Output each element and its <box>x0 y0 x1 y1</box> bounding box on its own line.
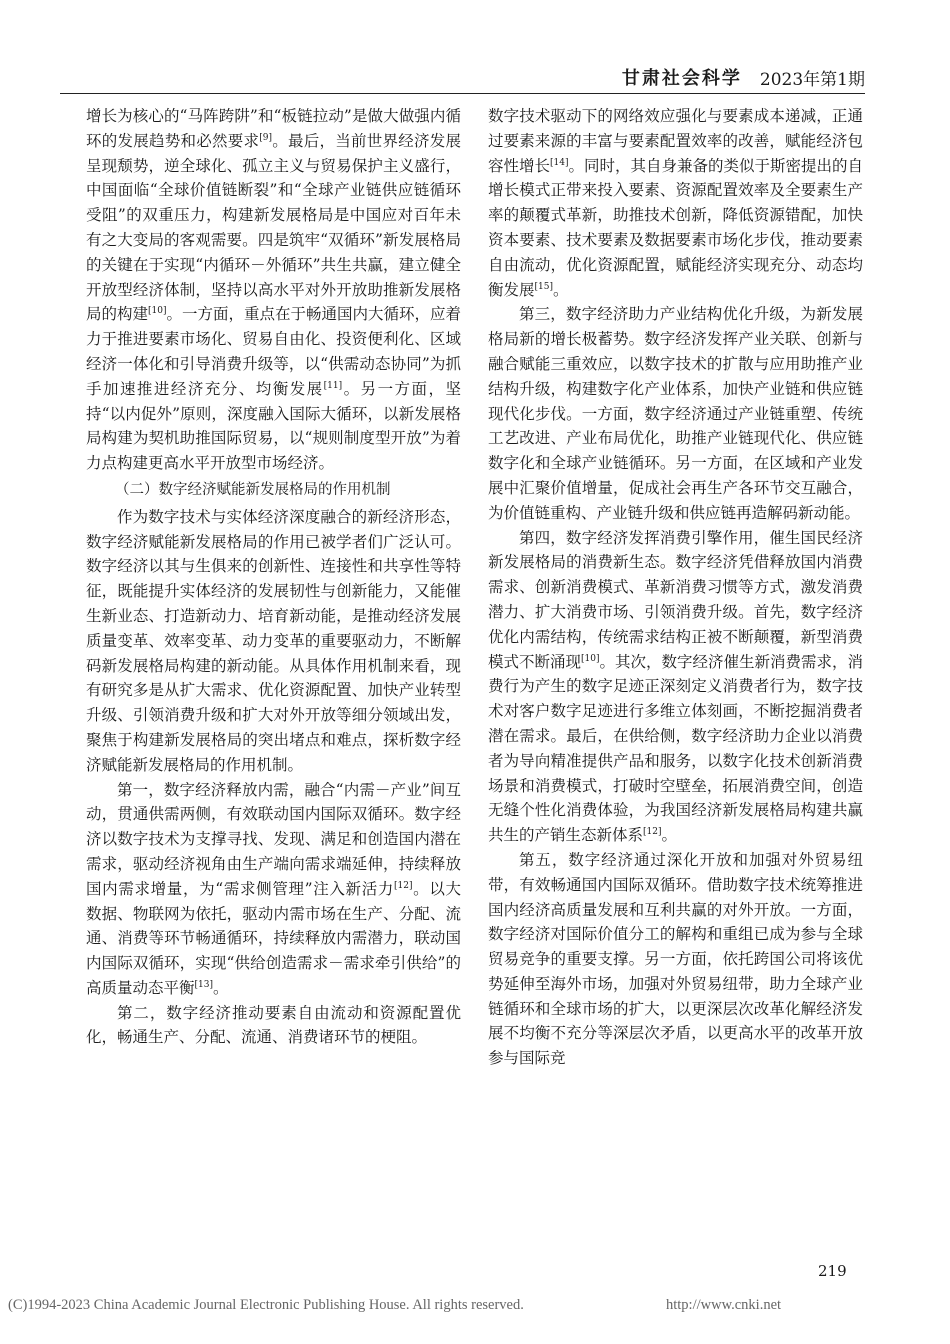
citation: [12] <box>394 880 413 891</box>
header-rule <box>60 93 865 94</box>
citation: [12] <box>643 826 662 837</box>
citation: [15] <box>534 281 553 292</box>
citation: [9] <box>259 132 272 143</box>
paragraph-continued: 增长为核心的“马阵跨阱”和“板链拉动”是做大做强内循环的发展趋势和必然要求[9]。最后，当前世界经济发展呈现颓势，逆全球化、孤立主义与贸易保护主义盛行，中国面临“全球价值链断裂”和“全球产业链供应链循环受阻”的双重压力，构建新发展格局是中国应对百年未有之大变局的客观需要。四是筑牢“双循环”新发展格局的关键在于实现“内循环－外循环”共生共赢，建立健全开放型经济体制，坚持以高水平对外开放助推新发展格局的构建[10]。一方面，重点在于畅通国内大循环，应着力于推进要素市场化、贸易自由化、投资便利化、区域经济一体化和引导消费升级等，以“供需动态协同”为抓手加速推进经济充分、均衡发展[11]。另一方面，坚持“以内促外”原则，深度融入国际大循环，以新发展格局构建为契机助推国际贸易，以“规则制度型开放”为着力点构建更高水平开放型市场经济。 <box>86 107 462 473</box>
paragraph-first: 第一，数字经济释放内需，融合“内需－产业”间互动，贯通供需两侧，有效联动国内国际双循环。数字经济以数字技术为支撑寻找、发现、满足和创造国内潜在需求，驱动经济视角由生产端向需求端延伸，持续释放国内需求增量，为“需求侧管理”注入新活力[12]。以大数据、物联网为依托，驱动内需市场在生产、分配、流通、消费等环节畅通循环，持续释放内需潜力，联动国内国际双循环，实现“供给创造需求－需求牵引供给”的高质量动态平衡[13]。 <box>86 780 461 997</box>
citation: [13] <box>194 979 213 990</box>
page-number: 219 <box>818 1262 847 1280</box>
running-header <box>60 62 865 92</box>
paragraph-second: 第二，数字经济推动要素自由流动和资源配置优化，畅通生产、分配、流通、消费诸环节的梗阻。 <box>86 1003 461 1047</box>
left-column <box>86 104 461 1050</box>
paragraph-third: 第三，数字经济助力产业结构优化升级，为新发展格局新的增长极蓄势。数字经济发挥产业关联、创新与融合赋能三重效应，以数字技术的扩散与应用助推产业结构升级，构建数字化产业体系，加快产业链和供应链现代化步伐。一方面，数字经济通过产业链重塑、传统工艺改进、产业布局优化，助推产业链现代化、供应链数字化和全球产业链循环。另一方面，在区域和产业发展中汇聚价值增量，促成社会再生产各环节交互融合，为价值链重构、产业链升级和供应链再造解码新动能。 <box>488 305 863 522</box>
footer-link[interactable]: http://www.cnki.net <box>666 1297 782 1313</box>
paragraph-mechanism: 作为数字技术与实体经济深度融合的新经济形态，数字经济赋能新发展格局的作用已被学者们广泛认可。数字经济以其与生俱来的创新性、连接性和共享性等特征，既能提升实体经济的发展韧性与创新能力，又能催生新业态、打造新动力、培育新动能，是推动经济发展质量变革、效率变革、动力变革的重要驱动力，不断解码新发展格局构建的新动能。从具体作用机制来看，现有研究多是从扩大需求、优化资源配置、加快产业转型升级、引领消费升级和扩大对外开放等细分领域出发，聚焦于构建新发展格局的突出堵点和难点，探析数字经济赋能新发展格局的作用机制。 <box>86 507 461 774</box>
citation: [14] <box>550 157 569 168</box>
copyright-notice: (C)1994-2023 China Academic Journal Electronic Publishing House. All rights reserved. <box>8 1297 524 1313</box>
paragraph-continued: 数字技术驱动下的网络效应强化与要素成本递减，正通过要素来源的丰富与要素配置效率的改善，赋能经济包容性增长[14]。同时，其自身兼备的类似于斯密提出的自增长模式正带来投入要素、资源配置效率及全要素生产率的颠覆式革新，助推技术创新，降低资源错配，加快资本要素、技术要素及数据要素市场化步伐，推动要素自由流动，优化资源配置，赋能经济实现充分、动态均衡发展[15]。 <box>488 107 864 299</box>
citation: [10] <box>581 653 600 664</box>
footer <box>8 1297 948 1314</box>
issue-label: 2023年第1期 <box>759 69 865 90</box>
paragraph-fifth: 第五，数字经济通过深化开放和加强对外贸易纽带，有效畅通国内国际双循环。借助数字技术统筹推进国内经济高质量发展和互利共赢的对外开放。一方面，数字经济对国际价值分工的解构和重组已成为参与全球贸易竞争的重要支撑。另一方面，依托跨国公司将该优势延伸至海外市场，加强对外贸易纽带，助力全球产业链循环和全球市场的扩大，以更深层次改革化解经济发展不均衡不充分等深层次矛盾，以更高水平的改革开放参与国际竞 <box>488 850 863 1068</box>
journal-name: 甘肃社会科学 <box>621 68 742 89</box>
citation: [10] <box>148 306 167 317</box>
paragraph-fourth: 第四，数字经济发挥消费引擎作用，催生国民经济新发展格局的消费新生态。数字经济凭借释放国内消费需求、创新消费模式、革新消费习惯等方式，激发消费潜力、扩大消费市场、引领消费升级。首先，数字经济优化内需结构，传统需求结构正被不断颠覆，新型消费模式不断涌现[10]。其次，数字经济催生新消费需求，消费行为产生的数字足迹正深刻定义消费者行为，数字技术对客户数字足迹进行多维立体刻画，不断挖掘消费者潜在需求。最后，在供给侧，数字经济助力企业以消费者为导向精准提供产品和服务，以数字化技术创新消费场景和消费模式，打破时空壁垒，拓展消费空间，创造无缝个性化消费体验，为我国经济新发展格局构建共赢共生的产销生态新体系[12]。 <box>488 528 864 845</box>
section-subheading: （二）数字经济赋能新发展格局的作用机制 <box>115 481 391 498</box>
right-column <box>488 104 863 1071</box>
citation: [11] <box>323 380 343 391</box>
